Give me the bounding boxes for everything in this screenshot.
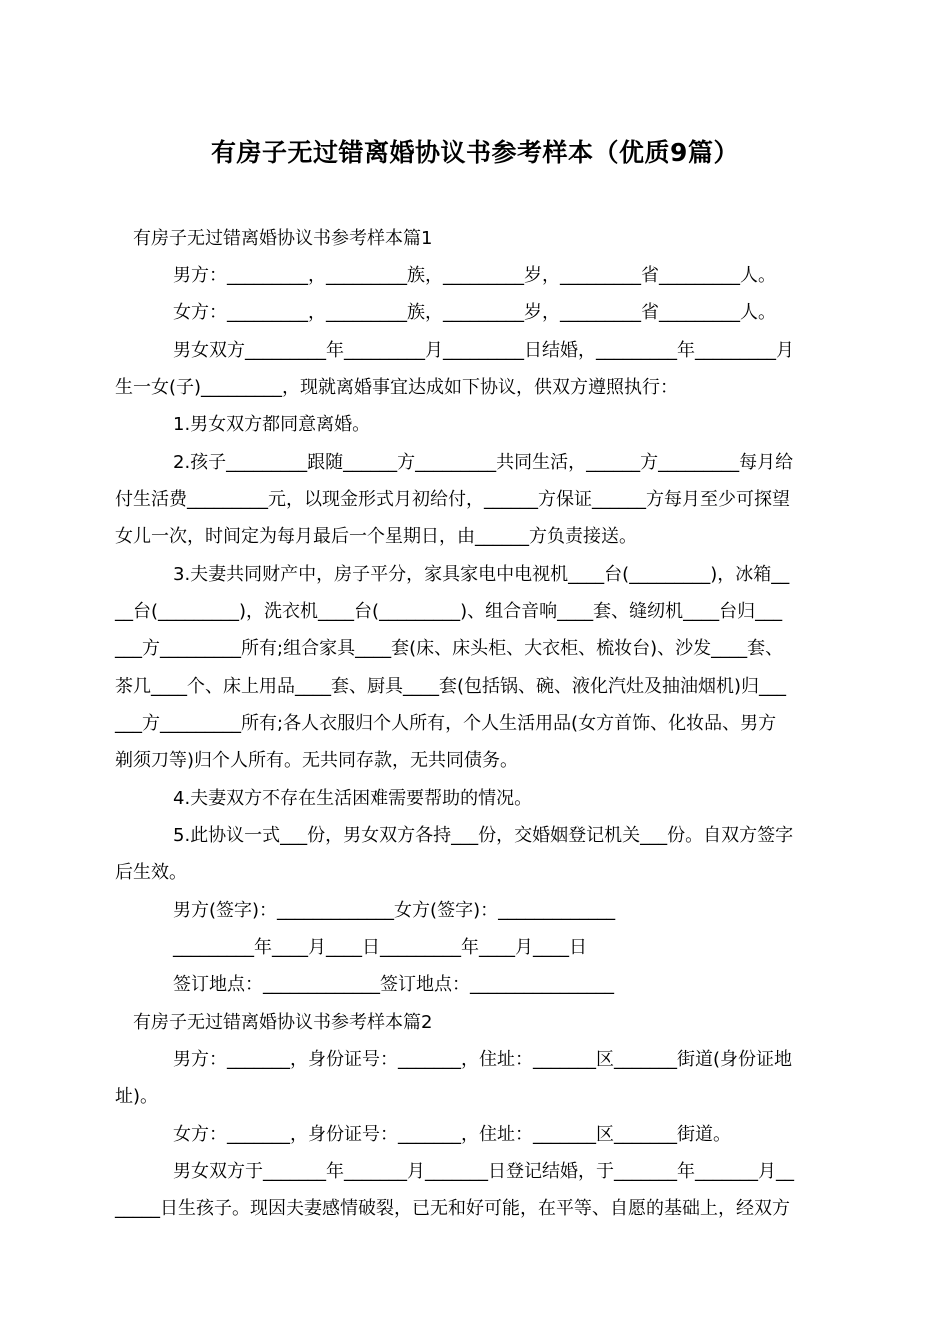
- document-title: 有房子无过错离婚协议书参考样本（优质9篇）: [211, 138, 739, 167]
- paragraph-line: 男方：_______，身份证号：_______，住址：_______区_______街道(身份证地: [173, 1049, 793, 1070]
- paragraph-line: 3.夫妻共同财产中，房子平分，家具家电中电视机____台(_________)，冰箱__: [173, 564, 790, 585]
- paragraph-line: ___方_________所有;各人衣服归个人所有，个人生活用品(女方首饰、化妆品、男方: [115, 713, 777, 734]
- section-heading-1: 有房子无过错离婚协议书参考样本篇1: [133, 228, 433, 249]
- paragraph-line: 剃须刀等)归个人所有。无共同存款，无共同债务。: [115, 750, 519, 771]
- paragraph-line: 男女双方于_______年_______月_______日登记结婚，于_______年_______月__: [173, 1161, 794, 1182]
- paragraph-line: 生一女(子)_________，现就离婚事宜达成如下协议，供双方遵照执行：: [115, 377, 679, 398]
- paragraph-line: _____日生孩子。现因夫妻感情破裂，已无和好可能，在平等、自愿的基础上，经双方: [115, 1198, 790, 1219]
- paragraph-line: 男方：_________，_________族，_________岁，_________省_________人。: [173, 265, 776, 286]
- signature-line: 男方(签字)：_____________女方(签字)：_____________: [173, 900, 616, 921]
- section-heading-2: 有房子无过错离婚协议书参考样本篇2: [133, 1012, 433, 1033]
- date-line: _________年____月____日_________年____月____日: [173, 937, 587, 958]
- paragraph-line: ___方_________所有;组合家具____套(床、床头柜、大衣柜、梳妆台)、沙发____套、: [115, 638, 784, 659]
- paragraph-line: 女方：_______，身份证号：_______，住址：_______区_______街道。: [173, 1124, 731, 1145]
- paragraph-line: 女儿一次，时间定为每月最后一个星期日，由______方负责接送。: [115, 526, 637, 547]
- paragraph-line: 5.此协议一式___份，男女双方各持___份，交婚姻登记机关___份。自双方签字: [173, 825, 794, 846]
- paragraph-line: 男女双方_________年_________月_________日结婚，_________年_________月: [173, 340, 794, 361]
- paragraph-line: 茶几____个、床上用品____套、厨具____套(包括锅、碗、液化汽灶及抽油烟机)归___: [115, 676, 787, 697]
- location-line: 签订地点：_____________签订地点：________________: [173, 974, 614, 995]
- paragraph-line: 后生效。: [115, 862, 187, 883]
- paragraph-line: 4.夫妻双方不存在生活困难需要帮助的情况。: [173, 788, 533, 809]
- paragraph-line: 1.男女双方都同意离婚。: [173, 414, 371, 435]
- paragraph-line: 女方：_________，_________族，_________岁，_________省_________人。: [173, 302, 776, 323]
- paragraph-line: 2.孩子_________跟随______方_________共同生活，______方_________每月给: [173, 452, 794, 473]
- paragraph-line: __台(_________)，洗衣机____台(_________)、组合音响____套、缝纫机____台归___: [115, 601, 783, 622]
- paragraph-line: 址)。: [115, 1086, 159, 1107]
- paragraph-line: 付生活费_________元，以现金形式月初给付，______方保证______方每月至少可探望: [115, 489, 790, 510]
